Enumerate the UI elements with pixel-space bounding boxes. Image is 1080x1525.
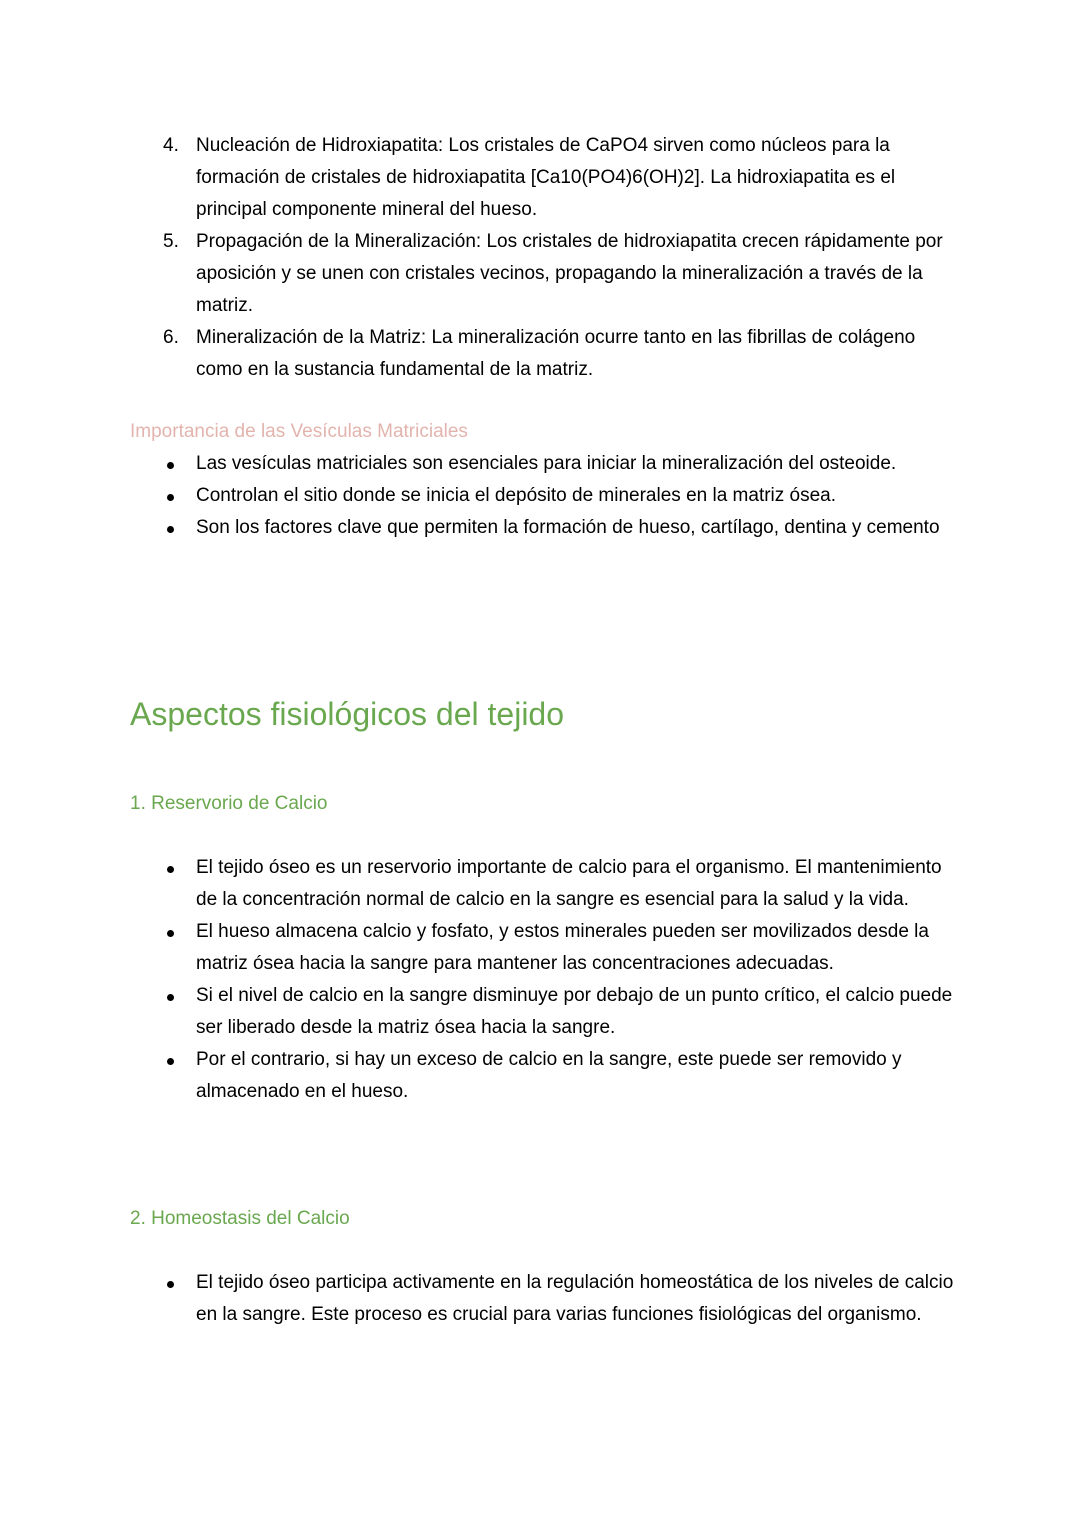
reservoir-list [130, 852, 953, 1108]
list-item [130, 512, 956, 544]
homeostasis-list [130, 1267, 954, 1331]
list-item-text: Mineralización de la Matriz: La mineralización ocurre tanto en las fibrillas de colágeno como en la sustancia fundamental de la matriz. [196, 327, 916, 380]
homeostasis-heading: 2. Homeostasis del Calcio [130, 1208, 350, 1229]
list-item-text: Son los factores clave que permiten la formación de hueso, cartílago, dentina y cemento [196, 517, 940, 538]
list-item-text: Propagación de la Mineralización: Los cristales de hidroxiapatita crecen rápidamente por aposición y se unen con cristales vecinos, propagando la mineralización a través de la matriz. [196, 231, 943, 316]
list-item-text: El tejido óseo es un reservorio importante de calcio para el organismo. El mantenimiento de la concentración normal de calcio en la sangre es esencial para la salud y la vida. [196, 857, 942, 910]
list-item [130, 852, 956, 916]
bullet-icon [163, 916, 174, 948]
list-item-text: Por el contrario, si hay un exceso de calcio en la sangre, este puede ser removido y almacenado en el hueso. [196, 1049, 902, 1102]
list-item-text: Si el nivel de calcio en la sangre disminuye por debajo de un punto crítico, el calcio puede ser liberado desde la matriz ósea hacia la sangre. [196, 985, 953, 1038]
importance-list [130, 448, 950, 544]
mineralization-steps [130, 130, 950, 386]
bullet-icon [163, 1267, 174, 1299]
bullet-icon [163, 480, 174, 512]
bullet-icon [163, 512, 174, 544]
list-marker: 5. [163, 231, 179, 252]
list-item [130, 1044, 956, 1108]
list-item [130, 916, 956, 980]
list-item-text: Nucleación de Hidroxiapatita: Los cristales de CaPO4 sirven como núcleos para la formación de cristales de hidroxiapatita [Ca10(PO4)6(OH)2]. La hidroxiapatita es el principal componente mineral del hueso. [196, 135, 896, 220]
importance-heading: Importancia de las Vesículas Matriciales [130, 421, 468, 442]
list-item [130, 448, 956, 480]
bullet-icon [163, 852, 174, 884]
list-item [130, 980, 956, 1044]
list-item [130, 226, 956, 322]
bullet-icon [163, 1044, 174, 1076]
bullet-icon [163, 980, 174, 1012]
list-item [130, 322, 956, 386]
list-marker: 6. [163, 327, 179, 348]
bullet-icon [163, 448, 174, 480]
list-item-text: Controlan el sitio donde se inicia el depósito de minerales en la matriz ósea. [196, 485, 837, 506]
list-item [130, 130, 956, 226]
list-marker: 4. [163, 135, 179, 156]
list-item [130, 1267, 956, 1331]
reservoir-heading: 1. Reservorio de Calcio [130, 793, 328, 814]
list-item-text: El tejido óseo participa activamente en la regulación homeostática de los niveles de calcio en la sangre. Este proceso es crucial para varias funciones fisiológicas del organismo. [196, 1272, 954, 1325]
list-item-text: El hueso almacena calcio y fosfato, y estos minerales pueden ser movilizados desde la matriz ósea hacia la sangre para mantener las concentraciones adecuadas. [196, 921, 929, 974]
list-item-text: Las vesículas matriciales son esenciales para iniciar la mineralización del osteoide. [196, 453, 897, 474]
list-item [130, 480, 956, 512]
section-title: Aspectos fisiológicos del tejido [130, 696, 565, 732]
